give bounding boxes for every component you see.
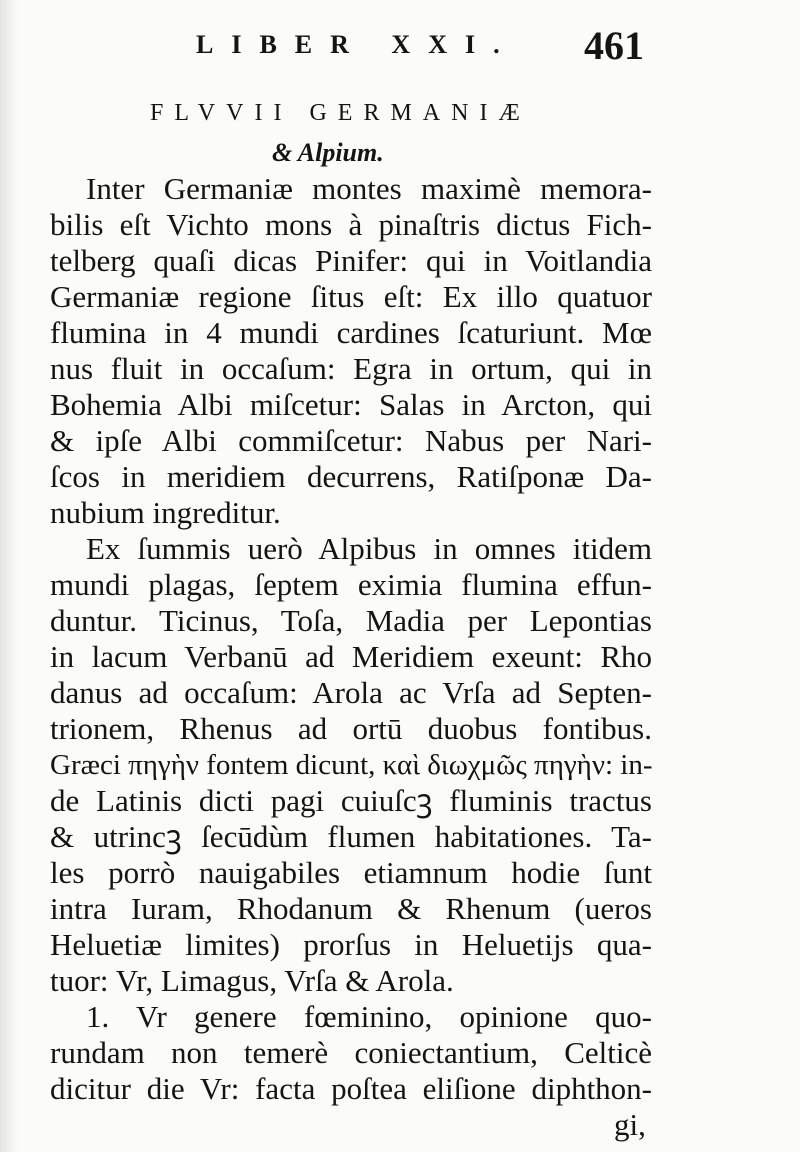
catchword: gi, (614, 1107, 646, 1142)
chapter-title: FLVVII GERMANIÆ (150, 100, 531, 126)
text-line: Heluetiæ limites) prorſus in Heluetijs qua- (50, 927, 652, 962)
text-line: nus fluit in occaſum: Egra in ortum, qui in (50, 351, 652, 386)
text-line: dicitur die Vr: facta poſtea eliſione diphthon- (50, 1071, 652, 1106)
text-line: Inter Germaniæ montes maximè memora- (86, 171, 652, 206)
text-line: & utrincꝫ ſecūdùm flumen habitationes. Ta- (50, 819, 652, 854)
binding-shadow (0, 0, 18, 1152)
text-line: ſcos in meridiem decurrens, Ratiſponæ Da- (50, 459, 652, 494)
text-line: nubium ingreditur. (50, 495, 281, 530)
text-line: tuor: Vr, Limagus, Vrſa & Arola. (50, 963, 454, 998)
text-line: Bohemia Albi miſcetur: Salas in Arcton, qui (50, 387, 652, 422)
text-line: Germaniæ regione ſitus eſt: Ex illo quatuor (50, 279, 652, 314)
text-line: les porrò nauigabiles etiamnum hodie ſunt (50, 855, 652, 890)
text-line: telberg quaſi dicas Pinifer: qui in Voitlandia (50, 243, 652, 278)
chapter-subtitle: & Alpium. (272, 138, 384, 167)
running-head: LIBER XXI. (196, 30, 518, 59)
text-line: intra Iuram, Rhodanum & Rhenum (ueros (50, 891, 652, 926)
text-line: danus ad occaſum: Arola ac Vrſa ad Septen- (50, 675, 652, 710)
text-line: bilis eſt Vichto mons à pinaſtris dictus Fich- (50, 207, 652, 242)
text-line: trionem, Rhenus ad ortū duobus fontibus. (50, 711, 652, 746)
page-number: 461 (584, 23, 644, 68)
text-line: mundi plagas, ſeptem eximia flumina effun- (50, 567, 652, 602)
text-line: in lacum Verbanū ad Meridiem exeunt: Rho (50, 639, 652, 674)
text-line: duntur. Ticinus, Toſa, Madia per Lepontias (50, 603, 652, 638)
text-line: rundam non temerè coniectantium, Celticè (50, 1035, 652, 1070)
text-line: & ipſe Albi commiſcetur: Nabus per Nari- (50, 423, 652, 458)
text-line: de Latinis dicti pagi cuiuſcꝫ fluminis tractus (50, 783, 652, 818)
text-line: 1. Vr genere fœminino, opinione quo- (86, 999, 652, 1034)
text-line: Græci πηγὴν fontem dicunt, καὶ διωχμῶς πηγὴν: in- (50, 749, 653, 781)
text-line: flumina in 4 mundi cardines ſcaturiunt. Mœ (50, 315, 652, 350)
text-line: Ex ſummis uerò Alpibus in omnes itidem (86, 531, 652, 566)
